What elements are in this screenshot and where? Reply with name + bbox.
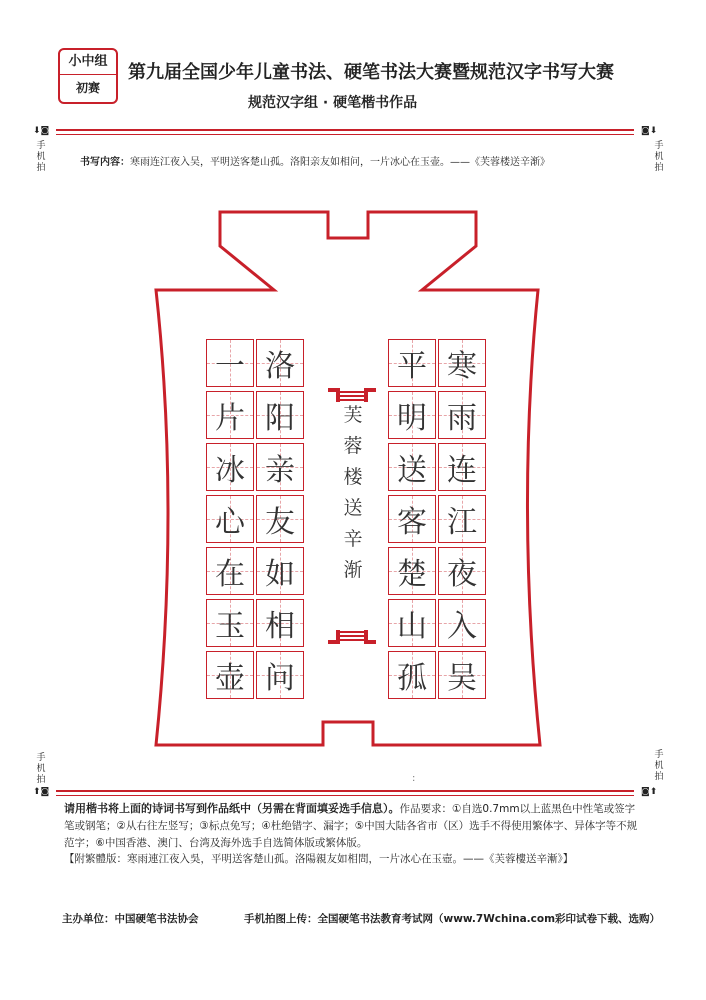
traditional-version-note: 【附繁體版：寒雨連江夜入吳，平明送客楚山孤。洛陽親友如相問，一片冰心在玉壺。——《芙蓉樓送辛漸》】: [64, 853, 574, 865]
top-right-marker: [641, 126, 657, 136]
char-cell: 山: [388, 599, 436, 647]
char-cell: 一: [206, 339, 254, 387]
char-cell: 亲: [256, 443, 304, 491]
char-cell: 明: [388, 391, 436, 439]
camera-icon: ◙: [641, 126, 650, 136]
poem-column-3: [256, 339, 306, 703]
char-cell: 入: [438, 599, 486, 647]
title-bottom-ornament: [326, 622, 378, 644]
char-cell: 相: [256, 599, 304, 647]
char-cell: 江: [438, 495, 486, 543]
badge-round-label: 初赛: [75, 81, 100, 95]
poem-column-4: [206, 339, 256, 703]
bottom-left-phone-label: 手 机 拍: [36, 753, 46, 785]
instructions-lead: 请用楷书将上面的诗词书写到作品纸中（另需在背面填妥选手信息）。: [64, 802, 400, 815]
char-cell: 送: [388, 443, 436, 491]
bottom-left-marker: [33, 787, 49, 797]
writing-content-label: 书写内容：: [80, 157, 130, 168]
char-cell: 夜: [438, 547, 486, 595]
page-subtitle: 规范汉字组 · 硬笔楷书作品: [248, 95, 418, 111]
char-cell: 冰: [206, 443, 254, 491]
char-cell: 吴: [438, 651, 486, 699]
char-cell: 心: [206, 495, 254, 543]
bottom-red-bar: [56, 790, 634, 797]
title-char: 楼: [343, 466, 363, 488]
bottom-right-phone-label: 手 机 拍: [654, 750, 664, 782]
char-cell: 连: [438, 443, 486, 491]
title-char: 渐: [343, 559, 363, 581]
title-char: 芙: [343, 404, 363, 426]
down-arrow-icon: ⬇: [649, 126, 658, 136]
up-arrow-icon: ⬆: [649, 787, 658, 797]
writing-content-text: 寒雨连江夜入吴，平明送客楚山孤。洛阳亲友如相问，一片冰心在玉壶。——《芙蓉楼送辛渐》: [130, 157, 550, 168]
up-arrow-icon: ⬆: [33, 787, 41, 797]
char-cell: 洛: [256, 339, 304, 387]
poem-title-column: [338, 400, 368, 586]
char-cell: 壶: [206, 651, 254, 699]
instructions-requirements: 作品要求：①自选0.7mm以上蓝黑色中性笔或签字笔或钢笔；②从右往左竖写；③标点免写；④杜绝错字、漏字；⑤中国大陆各省市（区）选手不得使用繁体字、异体字等不规范字；⑥中国香港、澳门、台湾及海外选手自选简体版或繁体版。: [64, 803, 638, 849]
char-cell: 玉: [206, 599, 254, 647]
char-cell: 客: [388, 495, 436, 543]
camera-icon: ◙: [641, 787, 650, 797]
title-char: 蓉: [343, 435, 363, 457]
char-cell: 孤: [388, 651, 436, 699]
group-badge: [58, 48, 118, 104]
top-right-phone-label: 手 机 拍: [654, 141, 664, 173]
down-arrow-icon: ⬇: [33, 126, 41, 136]
instructions: [64, 800, 644, 852]
char-cell: 如: [256, 547, 304, 595]
char-cell: 问: [256, 651, 304, 699]
camera-icon: ◙: [40, 787, 50, 797]
char-cell: 楚: [388, 547, 436, 595]
bottom-right-marker: [641, 787, 657, 797]
char-cell: 在: [206, 547, 254, 595]
char-cell: 片: [206, 391, 254, 439]
top-left-phone-label: 手 机 拍: [36, 141, 46, 173]
organizer-text: 主办单位：中国硬笔书法协会: [62, 913, 199, 925]
title-char: 辛: [343, 528, 363, 550]
title-char: 送: [343, 497, 363, 519]
top-red-bar: [56, 129, 634, 136]
char-cell: 平: [388, 339, 436, 387]
badge-group-label: 小中组: [60, 50, 116, 75]
char-cell: 阳: [256, 391, 304, 439]
upload-info-text: 手机拍图上传：全国硬笔书法教育考试网（www.7Wchina.com彩印试卷下载、选购）: [244, 913, 661, 925]
page-title: 第九届全国少年儿童书法、硬笔书法大赛暨规范汉字书写大赛: [128, 62, 614, 83]
char-cell: 雨: [438, 391, 486, 439]
top-left-marker: [33, 126, 49, 136]
camera-icon: ◙: [40, 126, 50, 136]
center-dots: :: [412, 773, 416, 784]
char-cell: 友: [256, 495, 304, 543]
char-cell: 寒: [438, 339, 486, 387]
poem-column-2: [388, 339, 438, 703]
poem-column-1: [438, 339, 488, 703]
writing-content: [80, 153, 640, 168]
